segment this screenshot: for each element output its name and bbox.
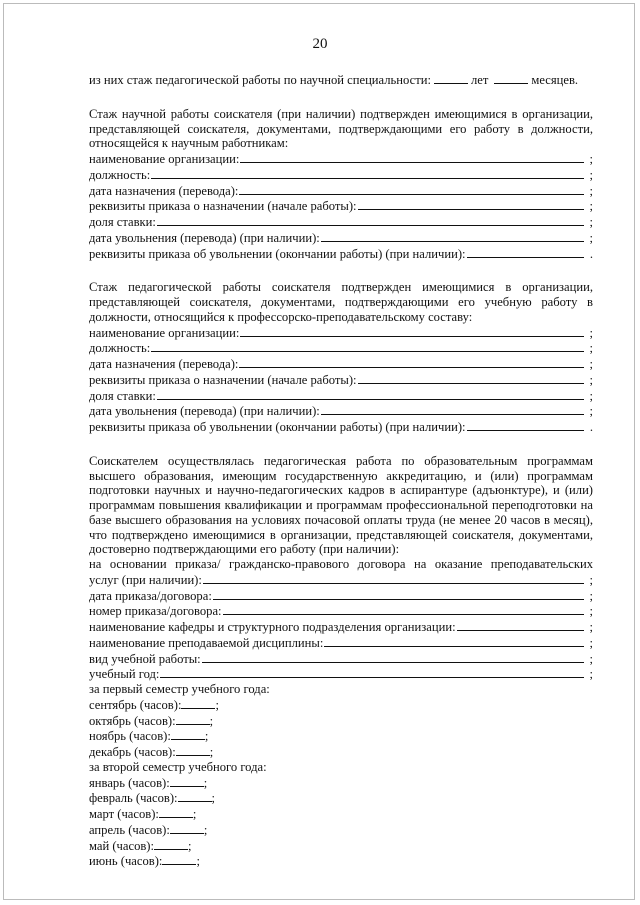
field-end-punct: ;	[589, 651, 593, 666]
month-hours-input[interactable]	[178, 790, 212, 802]
month-end-punct: ;	[192, 807, 197, 821]
form-field-row	[89, 151, 593, 167]
form-field-row	[89, 388, 593, 404]
month-hours-input[interactable]	[171, 728, 205, 740]
field-end-punct: ;	[589, 325, 593, 340]
month-hours-input[interactable]	[181, 697, 215, 709]
month-end-punct: ;	[215, 697, 219, 712]
form-field-row	[89, 214, 593, 230]
field-input-line[interactable]	[239, 356, 584, 368]
month-hours-row	[89, 744, 593, 760]
month-hours-input[interactable]	[170, 775, 204, 787]
field-input-line[interactable]	[358, 198, 584, 210]
form-field-row	[89, 198, 593, 214]
years-blank[interactable]	[434, 72, 468, 84]
month-hours-input[interactable]	[162, 853, 196, 865]
month-hours-input[interactable]	[170, 822, 204, 834]
month-hours-row	[89, 697, 593, 713]
month-end-punct: ;	[204, 729, 209, 744]
form-field-row	[89, 356, 593, 372]
month-hours-row	[89, 713, 593, 729]
form-field-row	[89, 666, 593, 682]
month-end-punct: ;	[203, 775, 208, 790]
form-field-row	[89, 325, 593, 341]
field-input-line[interactable]	[160, 666, 584, 678]
month-end-punct: ;	[196, 854, 200, 869]
form-field-row	[89, 340, 593, 356]
month-hours-input[interactable]	[176, 713, 210, 725]
semester2-title: за второй семестр учебного года:	[89, 759, 267, 774]
field-label: должность:	[89, 341, 151, 356]
field-label: реквизиты приказа о назначении (начале работы):	[89, 199, 357, 214]
month-label: июнь (часов):	[89, 854, 163, 869]
month-label: декабрь (часов):	[89, 745, 176, 759]
field-end-punct: ;	[589, 199, 593, 214]
field-end-punct: ;	[589, 152, 593, 166]
field-label: дата увольнения (перевода) (при наличии):	[89, 404, 320, 419]
month-hours-row	[89, 790, 593, 806]
month-label: февраль (часов):	[89, 791, 178, 806]
document-body	[89, 72, 593, 869]
field-label: услуг (при наличии):	[89, 572, 202, 587]
basis-line: на основании приказа/ гражданско-правового договора на оказание преподавательских	[89, 557, 593, 571]
field-end-punct: ;	[589, 230, 593, 245]
field-label: реквизиты приказа об увольнении (окончании работы) (при наличии):	[89, 246, 466, 261]
field-input-line[interactable]	[324, 635, 584, 647]
form-field-row	[89, 572, 593, 588]
field-end-punct: ;	[589, 667, 593, 682]
field-input-line[interactable]	[223, 603, 584, 615]
month-end-punct: ;	[209, 713, 214, 728]
section3-paragraph: Соискателем осуществлялась педагогическая работа по образовательным программам высшего образования, имеющим государственную аккредитацию, и (или) программам подготовки научных и научно-педагогических кадров в аспирантуре (адъюнктуре), и (или) программам повышения квалификации и программам профессиональной переподготовки на базе высшего образования на условиях почасовой оплаты труда (не менее 20 часов в месяц), что подтверждено имеющимися в организации, представляющей соискателя, документами, достоверно подтверждающими его работу (при наличии):	[89, 453, 593, 557]
month-hours-row	[89, 775, 593, 791]
form-field-row	[89, 588, 593, 604]
months-blank[interactable]	[494, 72, 528, 84]
field-label: наименование организации:	[89, 152, 240, 166]
field-input-line[interactable]	[321, 230, 584, 242]
field-input-line[interactable]	[467, 419, 584, 431]
years-label: лет	[470, 73, 489, 87]
field-input-line[interactable]	[203, 572, 584, 584]
months-label: месяцев.	[531, 73, 579, 87]
field-input-line[interactable]	[467, 246, 584, 258]
field-label: доля ставки:	[89, 215, 156, 229]
field-end-punct: ;	[589, 215, 593, 229]
field-input-line[interactable]	[157, 388, 584, 400]
form-field-row	[89, 230, 593, 246]
month-hours-input[interactable]	[159, 806, 193, 818]
form-field-row	[89, 372, 593, 388]
section3-fields	[89, 572, 593, 682]
semester1-months	[89, 697, 593, 760]
field-input-line[interactable]	[358, 372, 584, 384]
month-hours-row	[89, 853, 593, 869]
month-label: март (часов):	[89, 807, 159, 821]
field-input-line[interactable]	[240, 325, 584, 337]
field-end-punct: ;	[589, 620, 593, 634]
field-end-punct: ;	[589, 341, 593, 356]
section1-fields	[89, 151, 593, 261]
field-label: учебный год:	[89, 667, 160, 682]
field-end-punct: ;	[589, 404, 593, 419]
field-input-line[interactable]	[157, 214, 584, 226]
month-label: октябрь (часов):	[89, 713, 176, 728]
form-field-row	[89, 619, 593, 635]
field-input-line[interactable]	[457, 619, 584, 631]
field-end-punct: .	[589, 246, 593, 261]
month-label: ноябрь (часов):	[89, 729, 171, 744]
field-label: дата назначения (перевода):	[89, 357, 239, 371]
month-hours-input[interactable]	[176, 744, 210, 756]
section2-fields	[89, 325, 593, 435]
field-input-line[interactable]	[151, 167, 584, 179]
form-field-row	[89, 403, 593, 419]
field-end-punct: ;	[589, 357, 593, 371]
field-end-punct: ;	[589, 183, 593, 198]
form-field-row	[89, 183, 593, 199]
field-label: реквизиты приказа об увольнении (окончании работы) (при наличии):	[89, 420, 466, 434]
form-field-row	[89, 603, 593, 619]
form-field-row	[89, 246, 593, 262]
field-end-punct: ;	[589, 588, 593, 603]
field-end-punct: ;	[589, 635, 593, 650]
field-label: номер приказа/договора:	[89, 604, 222, 619]
field-input-line[interactable]	[239, 183, 584, 195]
field-input-line[interactable]	[321, 403, 584, 415]
field-label: реквизиты приказа о назначении (начале работы):	[89, 372, 357, 387]
month-end-punct: ;	[211, 791, 216, 806]
pedagogical-experience-line	[89, 72, 593, 88]
month-end-punct: ;	[203, 822, 208, 837]
field-end-punct: ;	[589, 167, 593, 182]
field-label: вид учебной работы:	[89, 651, 201, 666]
month-hours-row	[89, 838, 593, 854]
semester2-months	[89, 775, 593, 870]
field-label: доля ставки:	[89, 388, 156, 403]
month-hours-input[interactable]	[154, 838, 188, 850]
month-hours-row	[89, 806, 593, 822]
field-end-punct: ;	[589, 572, 593, 587]
field-input-line[interactable]	[151, 340, 584, 352]
month-label: апрель (часов):	[89, 822, 170, 837]
form-field-row	[89, 167, 593, 183]
semester1-title: за первый семестр учебного года:	[89, 682, 270, 696]
month-hours-row	[89, 728, 593, 744]
field-label: дата приказа/договора:	[89, 588, 212, 603]
form-field-row	[89, 651, 593, 667]
month-label: январь (часов):	[89, 775, 170, 790]
field-end-punct: ;	[589, 372, 593, 387]
field-label: наименование преподаваемой дисциплины:	[89, 635, 324, 650]
field-label: дата увольнения (перевода) (при наличии):	[89, 230, 320, 245]
field-input-line[interactable]	[202, 651, 584, 663]
month-label: май (часов):	[89, 838, 155, 853]
section1-paragraph: Стаж научной работы соискателя (при наличии) подтвержден имеющимися в организации, представляющей соискателя, документами, подтверждающими его работу в должности, относящейся к научным работникам:	[89, 106, 593, 151]
month-hours-row	[89, 822, 593, 838]
month-end-punct: ;	[188, 838, 192, 853]
section2-paragraph: Стаж педагогической работы соискателя подтвержден имеющимися в организации, представляющей соискателя, документами, подтверждающими его учебную работу в должности, относящийся к профессорско-преподавательскому составу:	[89, 280, 593, 324]
field-end-punct: ;	[589, 604, 593, 619]
field-label: должность:	[89, 167, 151, 182]
field-label: наименование кафедры и структурного подразделения организации:	[89, 620, 456, 634]
month-label: сентябрь (часов):	[89, 697, 182, 712]
page-number: 20	[312, 36, 328, 52]
field-end-punct: ;	[589, 388, 593, 403]
field-end-punct: .	[589, 420, 593, 434]
field-input-line[interactable]	[213, 588, 584, 600]
form-field-row	[89, 635, 593, 651]
field-label: наименование организации:	[89, 325, 240, 340]
month-end-punct: ;	[209, 745, 214, 759]
field-input-line[interactable]	[240, 151, 584, 163]
intro-text: из них стаж педагогической работы по научной специальности:	[89, 73, 431, 87]
field-label: дата назначения (перевода):	[89, 183, 239, 198]
form-field-row	[89, 419, 593, 435]
